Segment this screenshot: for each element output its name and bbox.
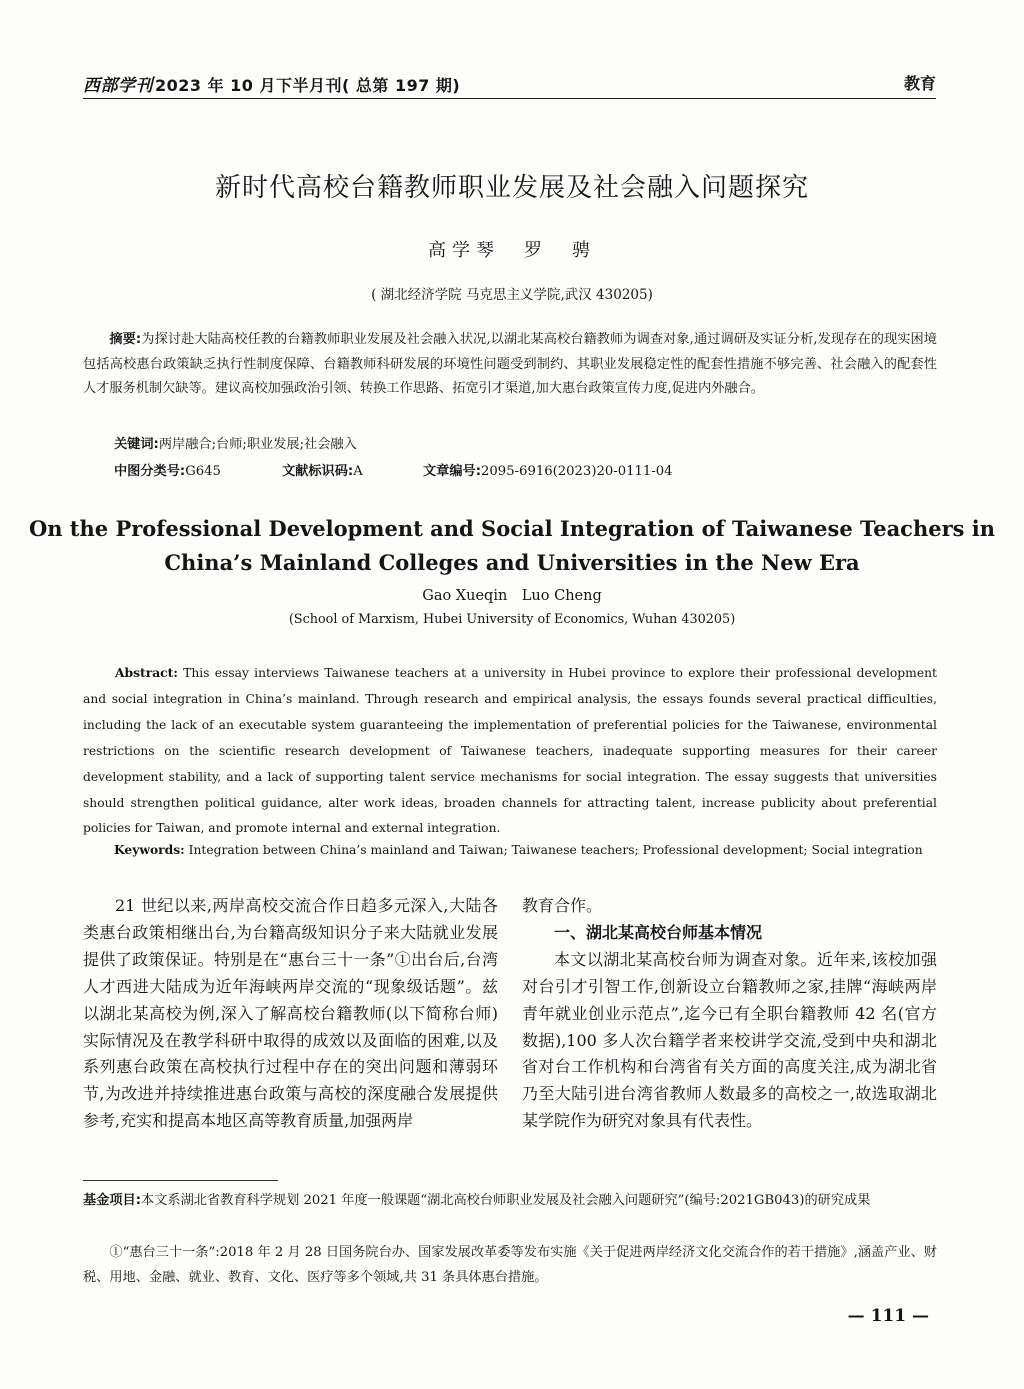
intro-paragraph: 21 世纪以来,两岸高校交流合作日趋多元深入,大陆各类惠台政策相继出台,为台籍高级知识分子来大陆就业发展提供了政策保证。特别是在“惠台三十一条”①出台后,台湾人才西进大陆成为近年海峡两岸交流的“现象级话题”。兹以湖北某高校为例,深入了解高校台籍教师(以下简称台师)实际情况及在教学科研中取得的成效以及面临的困难,以及系列惠台政策在高校执行过程中存在的突出问题和薄弱环节,为改进并持续推进惠台政策与高校的深度融合发展提供参考,充实和提高本地区高等教育质量,加强两岸 xyxy=(83,896,498,1131)
fund-label: 基金项目: xyxy=(83,1193,142,1208)
english-authors: Gao Xueqin Luo Cheng xyxy=(422,588,602,604)
english-abstract xyxy=(83,660,937,842)
page-number: — 111 — xyxy=(847,1306,929,1326)
en-keywords-label: Keywords: xyxy=(114,842,185,857)
footnote-divider xyxy=(83,1180,278,1181)
en-keywords-text: Integration between China’s mainland and Taiwan; Taiwanese teachers; Professional development; Social integration xyxy=(188,843,923,857)
authors: 高学琴 罗 骋 xyxy=(428,240,596,261)
english-affiliation: (School of Marxism, Hubei University of Economics, Wuhan 430205) xyxy=(288,612,736,627)
clc-label: 中图分类号: xyxy=(114,464,186,479)
en-abstract-label: Abstract: xyxy=(114,665,178,680)
affiliation: ( 湖北经济学院 马克思主义学院,武汉 430205) xyxy=(371,287,653,303)
english-keywords xyxy=(114,842,923,857)
continued-text: 教育合作。 xyxy=(522,896,603,915)
article-no-label: 文章编号: xyxy=(423,464,482,479)
header-section: 教育 xyxy=(903,74,936,93)
running-header xyxy=(83,68,936,99)
abstract-label: 摘要: xyxy=(109,332,142,347)
section-paragraph: 本文以湖北某高校台师为调查对象。近年来,该校加强对台引才引智工作,创新设立台籍教师之家,挂牌“海峡两岸青年就业创业示范点”,迄今已有全职台籍教师 42 名(官方数据),100 多人次台籍学者来校讲学交流,受到中央和湖北省对台工作机构和台湾省有关方面的高度关注,成为湖北省乃至大陆引进台湾省教师人数最多的高校之一,故选取湖北某学院作为研究对象具有代表性。 xyxy=(522,949,937,1131)
body-right-column xyxy=(522,893,937,1135)
fund-note xyxy=(83,1188,937,1213)
chinese-abstract xyxy=(83,328,937,402)
doc-code-value: A xyxy=(353,464,363,479)
abstract-text: 为探讨赴大陆高校任教的台籍教师职业发展及社会融入状况,以湖北某高校台籍教师为调查对象,通过调研及实证分析,发现存在的现实困境包括高校惠台政策缺乏执行性制度保障、台籍教师科研发展的环境性问题受到制约、其职业发展稳定性的配套性措施不够完善、社会融入的配套性人才服务机制欠缺等。建议高校加强政治引领、转换工作思路、拓宽引才渠道,加大惠台政策宣传力度,促进内外融合。 xyxy=(83,332,937,396)
section-heading: 一、湖北某高校台师基本情况 xyxy=(554,922,763,942)
keywords-text: 两岸融合;台师;职业发展;社会融入 xyxy=(158,437,357,452)
en-abstract-text: This essay interviews Taiwanese teachers at a university in Hubei province to explore their professional development and social integration in China’s mainland. Through research and empirical analysis, the essays founds several practical difficulties, including the lack of an executable system guaranteeing the implementation of preferential policies for the Taiwanese, environmental restrictions on the scientific research development of Taiwanese teachers, inadequate supporting measures for their career development stability, and a lack of supporting talent service mechanisms for social integration. The essay suggests that universities should strengthen political guidance, alter work ideas, broaden channels for attracting talent, increase publicity about preferential policies for Taiwan, and promote internal and external integration. xyxy=(83,666,937,836)
issue-info: 2023 年 10 月下半月刊( 总第 197 期) xyxy=(155,76,461,95)
article-no-value: 2095-6916(2023)20-0111-04 xyxy=(481,464,673,479)
body-left-column xyxy=(83,893,498,1135)
english-title: On the Professional Development and Social Integration of Taiwanese Teachers in China’s Mainland Colleges and Universities in the New Era xyxy=(28,516,996,575)
fund-text: 本文系湖北省教育科学规划 2021 年度一般课题“湖北高校台师职业发展及社会融入问题研究”(编号:2021GB043)的研究成果 xyxy=(141,1193,871,1208)
footnote-1: ①“惠台三十一条”:2018 年 2 月 28 日国务院台办、国家发展改革委等发布实施《关于促进两岸经济文化交流合作的若干措施》,涵盖产业、财税、用地、金融、就业、教育、文化、医疗等多个领域,共 31 条具体惠台措施。 xyxy=(83,1245,937,1285)
chinese-keywords xyxy=(114,433,357,452)
journal-logo: 西部学刊 xyxy=(83,76,153,96)
classification-line xyxy=(114,460,673,479)
article-title: 新时代高校台籍教师职业发展及社会融入问题探究 xyxy=(214,173,809,203)
keywords-label: 关键词: xyxy=(114,437,159,452)
clc-value: G645 xyxy=(185,464,221,479)
header-issue xyxy=(83,71,460,96)
doc-code-label: 文献标识码: xyxy=(282,464,354,479)
